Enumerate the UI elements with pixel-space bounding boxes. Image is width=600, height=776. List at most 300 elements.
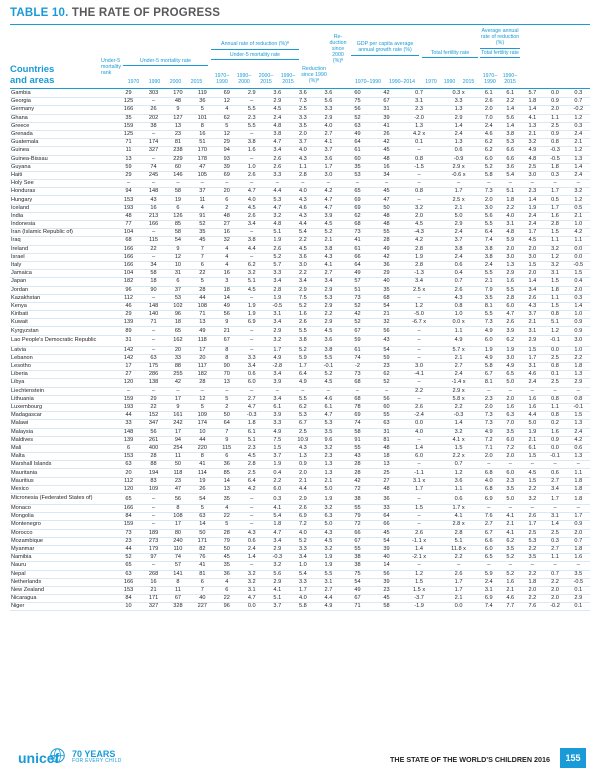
table-cell: 3.0 — [567, 335, 590, 346]
table-cell: 1.9 — [265, 237, 291, 245]
table-cell: 47 — [190, 163, 214, 171]
table-cell: 56 — [166, 494, 190, 505]
table-cell: 36 — [374, 494, 400, 505]
table-cell: 2.8 — [439, 529, 479, 537]
table-cell: 32 — [215, 237, 239, 245]
table-cell: 2.4 — [478, 122, 499, 130]
table-cell: 303 — [141, 90, 165, 98]
table-cell: 58 — [166, 188, 190, 196]
table-cell: 22 — [141, 245, 165, 253]
table-cell: 35 — [341, 163, 374, 171]
table-cell: 2.2 — [439, 554, 479, 562]
table-cell: 3.1 x — [399, 477, 439, 485]
table-cell: -0.5 — [265, 302, 291, 310]
table-cell: 0.7 — [439, 461, 479, 469]
table-cell: 56 — [341, 106, 374, 114]
table-row — [10, 196, 590, 204]
table-cell: – — [141, 155, 165, 163]
table-cell: 74 — [341, 420, 374, 428]
table-cell: 1.6 — [521, 403, 543, 411]
header-annual-reduction-sub: Under-5 mortality rate — [229, 52, 281, 58]
header-year: 2015 — [190, 79, 203, 85]
table-cell: – — [239, 253, 265, 261]
table-cell: 3.2 — [239, 270, 265, 278]
table-cell: 202 — [141, 114, 165, 122]
table-cell: 0.0 — [543, 90, 566, 98]
country-name: Guinea — [10, 147, 116, 155]
table-cell: 2.6 — [499, 319, 521, 327]
table-cell: 5.0 — [521, 420, 543, 428]
table-cell: 4 — [215, 106, 239, 114]
table-cell: 1.5 x — [399, 586, 439, 594]
table-cell: 6.6 — [499, 147, 521, 155]
table-cell: 2.2 — [265, 477, 291, 485]
table-cell: 2.5 — [239, 469, 265, 477]
table-cell: 3.1 — [399, 98, 439, 106]
table-cell: – — [399, 379, 439, 387]
table-cell: 68 — [374, 294, 400, 302]
table-cell: 65 — [166, 327, 190, 335]
table-cell: 16 — [141, 204, 165, 212]
table-cell: – — [399, 327, 439, 335]
table-cell: 22 — [215, 513, 239, 521]
table-cell: 4.7 — [316, 196, 342, 204]
table-cell: 1.4 — [499, 122, 521, 130]
table-cell: 240 — [166, 537, 190, 545]
table-cell: – — [265, 387, 291, 395]
table-cell: 31 — [374, 106, 400, 114]
header-ar-period: 1990–2015 — [280, 73, 296, 85]
table-cell: 1.4 — [499, 106, 521, 114]
header-ar-period: 1990–2000 — [236, 73, 252, 85]
country-name: Netherlands — [10, 578, 116, 586]
table-cell: – — [543, 461, 566, 469]
table-cell: 3.6 — [290, 253, 316, 261]
table-cell: 1.7 — [543, 204, 566, 212]
table-cell: 2.4 — [521, 221, 543, 229]
table-cell: 68 — [341, 379, 374, 387]
country-name: Micronesia (Federated States of) — [10, 494, 116, 505]
table-cell: 58 — [341, 428, 374, 436]
table-cell: 1.2 — [439, 469, 479, 477]
table-cell: 58 — [166, 229, 190, 237]
table-cell: 2.6 — [439, 286, 479, 294]
table-cell: – — [478, 180, 499, 188]
table-cell: 4 — [215, 245, 239, 253]
table-cell: 1.7 — [316, 163, 342, 171]
table-cell: 5.1 — [239, 436, 265, 444]
table-cell: 3.1 — [265, 311, 291, 319]
table-cell: 8.1 — [478, 302, 499, 310]
table-cell: 1.3 — [521, 122, 543, 130]
table-cell: 3.6 — [439, 477, 479, 485]
table-cell: 2.1 — [567, 139, 590, 147]
table-cell: 2.8 — [239, 461, 265, 469]
table-cell: – — [521, 562, 543, 570]
country-name: Liechtenstein — [10, 387, 116, 395]
table-cell: 7.0 — [478, 114, 499, 122]
table-cell: 4.1 — [439, 513, 479, 521]
table-cell: 41 — [190, 461, 214, 469]
table-cell: 2.0 — [478, 106, 499, 114]
table-cell: – — [141, 387, 165, 395]
table-cell: 73 — [341, 294, 374, 302]
table-cell: 1.0 — [567, 346, 590, 354]
table-cell: 3.2 — [399, 204, 439, 212]
table-cell: 104 — [116, 229, 142, 237]
table-cell: 38 — [341, 494, 374, 505]
table-cell: 153 — [116, 586, 142, 594]
table-cell: 2.6 — [478, 98, 499, 106]
table-cell: 5.5 — [290, 327, 316, 335]
table-cell: 0.1 — [399, 139, 439, 147]
table-cell: 42 — [341, 477, 374, 485]
table-cell: 89 — [116, 327, 142, 335]
table-cell: 6.1 — [499, 90, 521, 98]
table-row — [10, 379, 590, 387]
table-cell: 7.6 — [521, 603, 543, 611]
table-cell: 2.5 — [521, 529, 543, 537]
table-cell: 2.2 — [567, 354, 590, 362]
table-cell: 50 — [166, 461, 190, 469]
table-cell: 69 — [341, 412, 374, 420]
table-cell: 3.3 — [265, 420, 291, 428]
table-cell: – — [374, 387, 400, 395]
table-cell: 1.1 — [543, 554, 566, 562]
header-reduction-2000: Re-duction since 2000 (%)ᶿ — [329, 34, 347, 64]
table-cell: 4.1 — [499, 513, 521, 521]
table-cell: 327 — [141, 147, 165, 155]
table-cell: 54 — [190, 494, 214, 505]
table-cell: 73 — [116, 529, 142, 537]
country-name: Italy — [10, 261, 116, 269]
table-cell: 3.7 — [316, 147, 342, 155]
table-cell: 6 — [215, 196, 239, 204]
table-cell: 5.7 x — [439, 346, 479, 354]
table-row — [10, 155, 590, 163]
table-cell: – — [141, 513, 165, 521]
table-cell: 7.3 — [478, 188, 499, 196]
table-row — [10, 90, 590, 98]
title-divider — [10, 24, 590, 25]
table-cell: – — [543, 180, 566, 188]
table-cell: 3.1 — [521, 363, 543, 371]
table-cell: 5.9 — [499, 237, 521, 245]
table-cell: 5.2 — [499, 554, 521, 562]
country-name: Lebanon — [10, 354, 116, 362]
table-cell: 7.3 — [290, 98, 316, 106]
table-cell: 4.6 — [499, 595, 521, 603]
table-cell: 6.4 — [478, 229, 499, 237]
table-row — [10, 363, 590, 371]
table-row — [10, 469, 590, 477]
table-cell: 16 — [215, 270, 239, 278]
table-cell: 1.4 — [439, 420, 479, 428]
table-cell: 4.7 — [316, 412, 342, 420]
table-cell: 2.0 — [543, 106, 566, 114]
table-cell: – — [215, 180, 239, 188]
table-cell: 80 — [166, 529, 190, 537]
table-cell: 1.5 — [265, 444, 291, 452]
table-cell: -0.3 — [439, 412, 479, 420]
table-cell: 1.2 — [543, 253, 566, 261]
table-cell: 39 — [374, 114, 400, 122]
table-cell: 6.3 — [499, 412, 521, 420]
table-cell: 2.7 — [239, 395, 265, 403]
table-cell: 2.9 — [265, 327, 291, 335]
table-cell: 76 — [190, 554, 214, 562]
table-cell: 94 — [116, 188, 142, 196]
table-cell: 2.1 — [499, 521, 521, 529]
table-cell: 9 — [166, 403, 190, 411]
table-cell: 2.5 — [290, 428, 316, 436]
table-cell: – — [341, 180, 374, 188]
table-cell: 64 — [215, 420, 239, 428]
table-cell: 3.2 — [521, 139, 543, 147]
table-cell: 4.3 — [239, 529, 265, 537]
table-cell: 2.1 — [521, 319, 543, 327]
table-cell: 171 — [190, 537, 214, 545]
table-row — [10, 130, 590, 138]
country-name: Mozambique — [10, 537, 116, 545]
table-cell: 4.1 x — [439, 436, 479, 444]
table-cell: – — [399, 436, 439, 444]
table-cell: 75 — [341, 98, 374, 106]
table-cell: 2.9 — [439, 221, 479, 229]
table-cell: 2.2 — [290, 237, 316, 245]
table-cell: 2.2 — [499, 204, 521, 212]
table-cell: 65 — [116, 494, 142, 505]
progress-table — [10, 90, 590, 611]
table-cell: – — [543, 505, 566, 513]
table-cell: 5.5 — [239, 106, 265, 114]
table-cell: 74 — [341, 354, 374, 362]
table-cell: 6 — [190, 578, 214, 586]
table-cell: 2.3 — [521, 188, 543, 196]
table-cell: 166 — [141, 221, 165, 229]
table-cell: 327 — [141, 603, 165, 611]
table-cell: 96 — [116, 286, 142, 294]
table-cell: 1.3 — [567, 155, 590, 163]
table-cell: 22 — [141, 403, 165, 411]
table-cell: 1.7 — [543, 188, 566, 196]
table-cell: 148 — [141, 188, 165, 196]
table-cell: 3.6 — [265, 90, 291, 98]
table-cell: 6.8 — [478, 469, 499, 477]
table-cell: 5.0 — [499, 494, 521, 505]
table-cell: 17 — [166, 395, 190, 403]
table-cell: 2.0 — [521, 270, 543, 278]
country-name: New Zealand — [10, 586, 116, 594]
table-cell: 4.8 — [521, 155, 543, 163]
table-cell: 43 — [374, 335, 400, 346]
table-cell: 0.9 — [543, 130, 566, 138]
table-cell: 2.0 — [499, 245, 521, 253]
table-cell: 52 — [374, 379, 400, 387]
header-fert-year: 1970 — [425, 79, 437, 85]
country-name: Malaysia — [10, 428, 116, 436]
table-cell: 6.4 — [239, 477, 265, 485]
table-cell: 5.0 — [316, 485, 342, 493]
table-cell: 60 — [341, 155, 374, 163]
table-cell: 1.9 — [316, 562, 342, 570]
table-cell: 6.3 — [316, 513, 342, 521]
table-cell: 52 — [116, 554, 142, 562]
table-cell: 50 — [215, 545, 239, 553]
table-cell: 1.3 — [439, 139, 479, 147]
table-cell: – — [439, 180, 479, 188]
table-cell: 4.5 — [239, 453, 265, 461]
table-cell: 97 — [141, 554, 165, 562]
table-cell: 48 — [374, 212, 400, 220]
country-name: Ireland — [10, 245, 116, 253]
header-avg-fertility: Average annual rate of reduction (%) — [480, 28, 520, 46]
table-number: TABLE 10. — [10, 7, 69, 19]
table-cell: 118 — [166, 469, 190, 477]
table-row — [10, 106, 590, 114]
table-row — [10, 311, 590, 319]
table-cell: 6.7 — [478, 529, 499, 537]
country-name: Mongolia — [10, 513, 116, 521]
table-cell: 4.0 — [290, 529, 316, 537]
table-cell: – — [239, 335, 265, 346]
table-cell: 4.5 — [290, 245, 316, 253]
table-cell: 2.5 — [290, 106, 316, 114]
table-cell: 2.5 — [543, 122, 566, 130]
table-cell: 2.4 — [239, 545, 265, 553]
table-cell: 11 — [166, 586, 190, 594]
table-cell: – — [166, 387, 190, 395]
table-cell: 36 — [190, 98, 214, 106]
table-cell: – — [399, 395, 439, 403]
table-cell: 8 — [215, 354, 239, 362]
country-name: Mexico — [10, 485, 116, 493]
table-cell: 2.2 — [521, 485, 543, 493]
country-name: Guyana — [10, 163, 116, 171]
table-cell: 0.0 x — [439, 319, 479, 327]
table-cell: 40 — [190, 595, 214, 603]
table-cell: 3.3 — [239, 354, 265, 362]
table-cell: 5.2 — [290, 302, 316, 310]
country-name: Malta — [10, 453, 116, 461]
table-cell: 3.1 — [543, 270, 566, 278]
table-cell: 60 — [166, 163, 190, 171]
table-cell: 43 — [141, 196, 165, 204]
table-cell: 3.1 — [521, 327, 543, 335]
table-cell: 1.0 — [439, 311, 479, 319]
table-cell: 1.7 — [439, 586, 479, 594]
table-cell: 6 — [215, 586, 239, 594]
table-cell: 27 — [215, 221, 239, 229]
table-cell: 1.9 — [265, 294, 291, 302]
header-ar-period: 2000–2015 — [258, 73, 274, 85]
table-cell: 4.5 — [521, 237, 543, 245]
table-cell: 45 — [374, 188, 400, 196]
table-cell: 0.0 — [543, 346, 566, 354]
table-cell: 5.6 — [316, 98, 342, 106]
table-cell: 2.6 — [439, 570, 479, 578]
country-name: Kenya — [10, 302, 116, 310]
table-cell: 220 — [190, 444, 214, 452]
table-cell: -6.7 x — [399, 319, 439, 327]
country-name: Latvia — [10, 346, 116, 354]
table-cell: 2.0 — [290, 130, 316, 138]
table-cell: 6.6 — [478, 537, 499, 545]
table-cell: 71 — [190, 311, 214, 319]
table-cell: 112 — [116, 294, 142, 302]
table-cell: 6.7 — [290, 420, 316, 428]
table-cell: 170 — [190, 147, 214, 155]
table-cell: 69 — [215, 171, 239, 179]
table-cell: -4.3 — [399, 229, 439, 237]
table-cell: 78 — [341, 403, 374, 411]
table-row — [10, 163, 590, 171]
table-cell: 69 — [341, 196, 374, 204]
table-cell: 6.1 — [239, 428, 265, 436]
table-cell: 13 — [166, 122, 190, 130]
table-cell: 56 — [374, 395, 400, 403]
table-cell: – — [190, 387, 214, 395]
table-cell: 4 — [215, 261, 239, 269]
table-cell: 6.9 — [478, 494, 499, 505]
table-cell: – — [499, 180, 521, 188]
table-cell: 4.7 — [265, 139, 291, 147]
table-cell: 3.7 — [265, 603, 291, 611]
country-name: Montenegro — [10, 521, 116, 529]
table-cell: – — [141, 229, 165, 237]
table-cell: 3.8 — [239, 237, 265, 245]
table-cell: – — [239, 505, 265, 513]
table-cell: 35 — [215, 562, 239, 570]
table-cell: 11 — [166, 453, 190, 461]
table-row — [10, 537, 590, 545]
table-cell: 2.9 — [499, 270, 521, 278]
table-cell: 114 — [190, 469, 214, 477]
table-cell: 75 — [341, 570, 374, 578]
table-cell: 7.3 — [478, 412, 499, 420]
table-cell: 4.0 — [290, 188, 316, 196]
table-cell: 3.8 — [499, 130, 521, 138]
table-cell: 1.7 — [265, 346, 291, 354]
table-cell: 6 — [166, 204, 190, 212]
table-cell: – — [316, 387, 342, 395]
table-cell: 1.5 — [567, 270, 590, 278]
table-cell: – — [141, 98, 165, 106]
table-cell: 1.8 — [567, 545, 590, 553]
table-cell: – — [399, 180, 439, 188]
table-cell: 35 — [374, 286, 400, 294]
table-cell: 29 — [116, 171, 142, 179]
table-cell: 28 — [341, 461, 374, 469]
table-cell: 67 — [215, 335, 239, 346]
table-cell: 20 — [215, 188, 239, 196]
table-cell: 3.2 — [316, 444, 342, 452]
table-cell: 90 — [215, 363, 239, 371]
country-name: Maldives — [10, 436, 116, 444]
table-cell: 1.1 — [543, 237, 566, 245]
table-cell: – — [141, 562, 165, 570]
table-cell: 0.9 — [543, 98, 566, 106]
table-cell: – — [399, 461, 439, 469]
table-cell: 58 — [141, 270, 165, 278]
table-cell: 255 — [166, 371, 190, 379]
table-cell: – — [141, 130, 165, 138]
table-cell: 8 — [190, 122, 214, 130]
table-cell: 126 — [166, 212, 190, 220]
table-cell: 4.3 — [521, 302, 543, 310]
table-cell: 5.2 — [290, 346, 316, 354]
table-cell: 77 — [116, 221, 142, 229]
